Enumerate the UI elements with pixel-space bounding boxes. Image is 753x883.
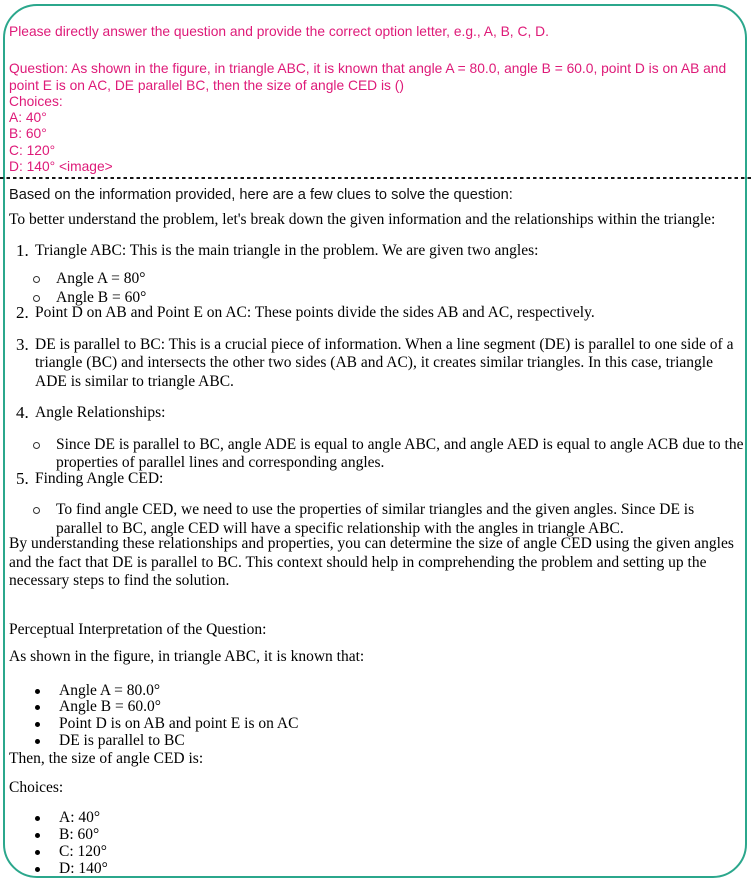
clue-item-3: [9, 336, 744, 392]
choices-label-bottom: Choices:: [9, 778, 64, 796]
sub-item-text: Angle A = 80°: [56, 270, 146, 287]
clue-item-2: [9, 304, 744, 323]
circle-bullet-icon: [33, 507, 40, 514]
choice-text: C: 120°: [59, 842, 107, 860]
interpretation-lead: As shown in the figure, in triangle ABC, it is known that:: [9, 648, 365, 665]
circle-bullet-icon: [33, 276, 40, 283]
clue-item-5-number: 5.: [16, 468, 29, 488]
choices-list: [9, 810, 744, 877]
sub-item-text: Angle B = 60°: [56, 288, 147, 306]
clue-item-2-text: Point D on AB and Point E on AC: These points divide the sides AB and AC, respectively.: [35, 304, 595, 321]
instruction-text: Please directly answer the question and provide the correct option letter, e.g., A, B, C, D.: [9, 24, 549, 39]
clue-item-5-text: Finding Angle CED:: [35, 469, 164, 487]
choice-option-a: A: 40°: [9, 110, 47, 126]
sub-item: [9, 270, 744, 289]
choice-item: [9, 827, 744, 844]
clue-item-1-number: 1.: [16, 240, 29, 260]
fact-text: DE is parallel to BC: [59, 731, 185, 749]
facts-list: [9, 683, 744, 750]
question-restate-line: Then, the size of angle CED is:: [9, 750, 204, 768]
dot-bullet-icon: [35, 816, 40, 821]
question-block: [9, 61, 741, 175]
clue-item-2-number: 2.: [16, 303, 29, 322]
choice-text: D: 140°: [59, 859, 108, 877]
fact-item: [9, 699, 744, 716]
choice-item: [9, 844, 744, 861]
clue-item-5: [9, 470, 744, 489]
fact-item: [9, 683, 744, 700]
clue-item-1: [9, 242, 744, 261]
fact-item: [9, 716, 744, 733]
clue-item-3-text: DE is parallel to BC: This is a crucial piece of information. When a line segment (DE) is parallel to one side of a triangle (BC) and intersects the other two sides (AB and AC), it creates similar triangles. In this case, triangle ADE is similar to triangle ABC.: [35, 335, 734, 390]
sub-item-text: To find angle CED, we need to use the properties of similar triangles and the given angles. Since DE is parallel to BC, angle CED will have a specific relationship with the angles in triangle ABC.: [56, 501, 695, 537]
dot-bullet-icon: [35, 689, 40, 694]
clue-item-4-text: Angle Relationships:: [35, 404, 166, 421]
circle-bullet-icon: [33, 295, 40, 302]
clues-section: [9, 186, 744, 877]
choice-option-c: C: 120°: [9, 142, 56, 158]
choice-option-b: B: 60°: [9, 126, 47, 142]
dot-bullet-icon: [35, 705, 40, 710]
clue-item-3-number: 3.: [16, 334, 29, 354]
sub-item: [9, 501, 744, 538]
fact-text: Angle A = 80.0°: [59, 681, 161, 699]
fact-text: Angle B = 60.0°: [59, 698, 161, 716]
clues-heading: Based on the information provided, here are a few clues to solve the question:: [9, 187, 513, 203]
sub-item-text: Since DE is parallel to BC, angle ADE is equal to angle ABC, and angle AED is equal to angle ACB due to the properties of parallel lines and corresponding angles.: [56, 435, 744, 471]
clues-conclusion: By understanding these relationships and properties, you can determine the size of angle CED using the given angles and the fact that DE is parallel to BC. This context should help in comprehending the problem and setting up the necessary steps to find the solution.: [9, 535, 734, 589]
interpretation-heading: Perceptual Interpretation of the Question:: [9, 620, 267, 638]
sub-item: [9, 436, 744, 473]
choice-option-d: D: 140° <image>: [9, 159, 113, 175]
fact-item: [9, 733, 744, 750]
question-text: Question: As shown in the figure, in triangle ABC, it is known that angle A = 80.0, angle B = 60.0, point D is on AB and point E is on AC, DE parallel BC, then the size of angle CED is (): [9, 61, 727, 93]
dot-bullet-icon: [35, 739, 40, 744]
fact-text: Point D is on AB and point E is on AC: [59, 715, 299, 733]
choice-text: B: 60°: [59, 825, 100, 843]
clue-item-5-sublist: [9, 501, 744, 538]
choice-text: A: 40°: [59, 809, 101, 827]
choice-item: [9, 810, 744, 827]
choice-item: [9, 861, 744, 878]
dot-bullet-icon: [35, 867, 40, 872]
dot-bullet-icon: [35, 833, 40, 838]
clue-item-1-text: Triangle ABC: This is the main triangle in the problem. We are given two angles:: [35, 241, 539, 259]
clue-item-4-sublist: [9, 436, 744, 473]
clue-item-1-sublist: [9, 270, 744, 307]
circle-bullet-icon: [33, 442, 40, 449]
dot-bullet-icon: [35, 850, 40, 855]
clues-intro: To better understand the problem, let's break down the given information and the relationships within the triangle:: [9, 211, 716, 228]
choices-label: Choices:: [9, 93, 63, 109]
dot-bullet-icon: [35, 722, 40, 727]
prompt-section: [9, 24, 741, 175]
clue-item-4-number: 4.: [16, 403, 29, 422]
dashed-separator: [0, 177, 753, 179]
clue-item-4: [9, 404, 744, 423]
